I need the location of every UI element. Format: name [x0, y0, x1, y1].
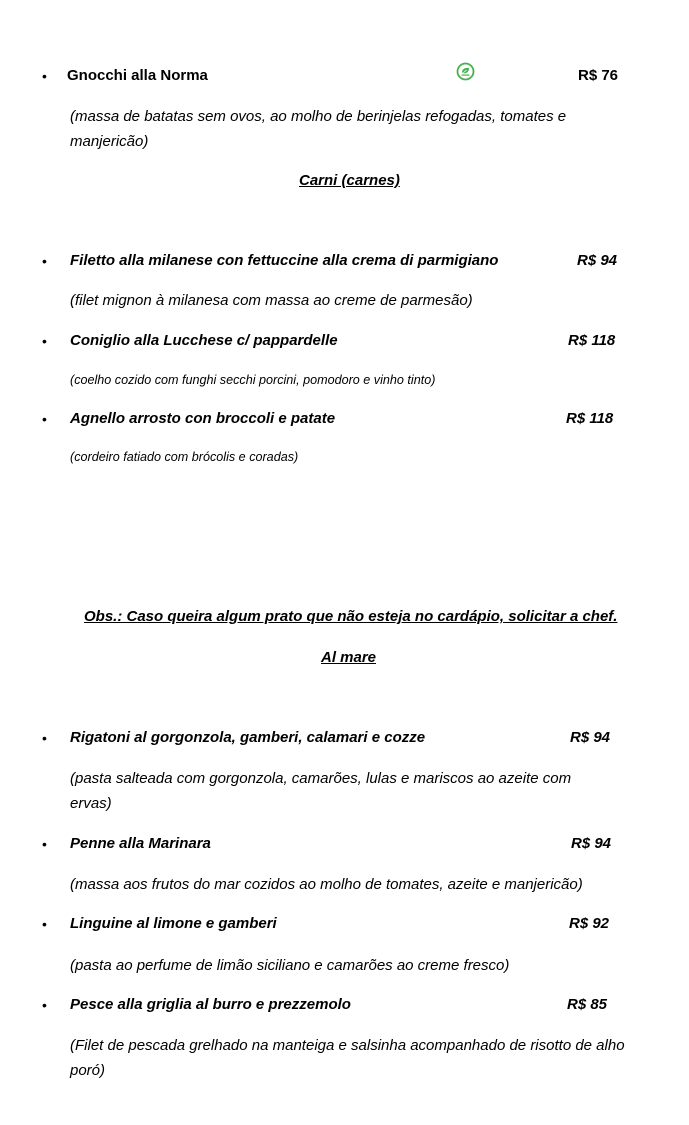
menu-item-price: R$ 94 — [571, 835, 612, 852]
bullet-dot-icon: • — [42, 253, 47, 269]
leaf-badge-icon — [456, 62, 475, 81]
menu-item-title: Penne alla Marinara — [70, 835, 211, 852]
menu-item-title: Coniglio alla Lucchese c/ pappardelle — [70, 332, 338, 349]
menu-item-description: (pasta ao perfume de limão siciliano e camarões ao creme fresco) — [70, 957, 510, 974]
bullet-dot-icon: • — [42, 411, 47, 427]
bullet-dot-icon: • — [42, 68, 47, 84]
menu-item-price: R$ 118 — [568, 332, 616, 349]
menu-item-title: Linguine al limone e gamberi — [70, 915, 277, 932]
menu-item-title: Pesce alla griglia al burro e prezzemolo — [70, 996, 351, 1013]
menu-item-price: R$ 92 — [569, 915, 610, 932]
menu-item-description: (coelho cozido com funghi secchi porcini, pomodoro e vinho tinto) — [70, 373, 436, 387]
menu-item-description: (massa de batatas sem ovos, ao molho de berinjelas refogadas, tomates e manjericão) — [70, 108, 567, 150]
menu-item-price: R$ 94 — [570, 729, 611, 746]
bullet-dot-icon: • — [42, 333, 47, 349]
bullet-dot-icon: • — [42, 997, 47, 1013]
menu-item-price: R$ 85 — [567, 996, 608, 1013]
menu-item-title: Rigatoni al gorgonzola, gamberi, calamari e cozze — [70, 729, 426, 746]
menu-item-title: Filetto alla milanese con fettuccine alla crema di parmigiano — [70, 252, 499, 269]
menu-item-description: (filet mignon à milanesa com massa ao creme de parmesão) — [70, 292, 473, 309]
menu-item-price: R$ 76 — [578, 67, 619, 84]
bullet-dot-icon: • — [42, 916, 47, 932]
menu-item-description: (pasta salteada com gorgonzola, camarões, lulas e mariscos ao azeite com ervas) — [70, 770, 572, 812]
menu-item-description: (Filet de pescada grelhado na manteiga e salsinha acompanhado de risotto de alho poró) — [70, 1037, 625, 1079]
menu-item-description: (massa aos frutos do mar cozidos ao molho de tomates, azeite e manjericão) — [70, 876, 583, 893]
menu-item-title: Gnocchi alla Norma — [67, 67, 208, 84]
menu-item-title: Agnello arrosto con broccoli e patate — [70, 410, 336, 427]
menu-item-price: R$ 94 — [577, 252, 618, 269]
bullet-dot-icon: • — [42, 730, 47, 746]
section-heading-al-mare: Al mare — [321, 649, 377, 666]
menu-item-price: R$ 118 — [566, 410, 614, 427]
menu-item-description: (cordeiro fatiado com brócolis e coradas) — [70, 450, 299, 464]
section-heading-carni: Carni (carnes) — [299, 172, 400, 189]
bullet-dot-icon: • — [42, 836, 47, 852]
obs-note: Obs.: Caso queira algum prato que não esteja no cardápio, solicitar a chef. — [84, 608, 618, 625]
